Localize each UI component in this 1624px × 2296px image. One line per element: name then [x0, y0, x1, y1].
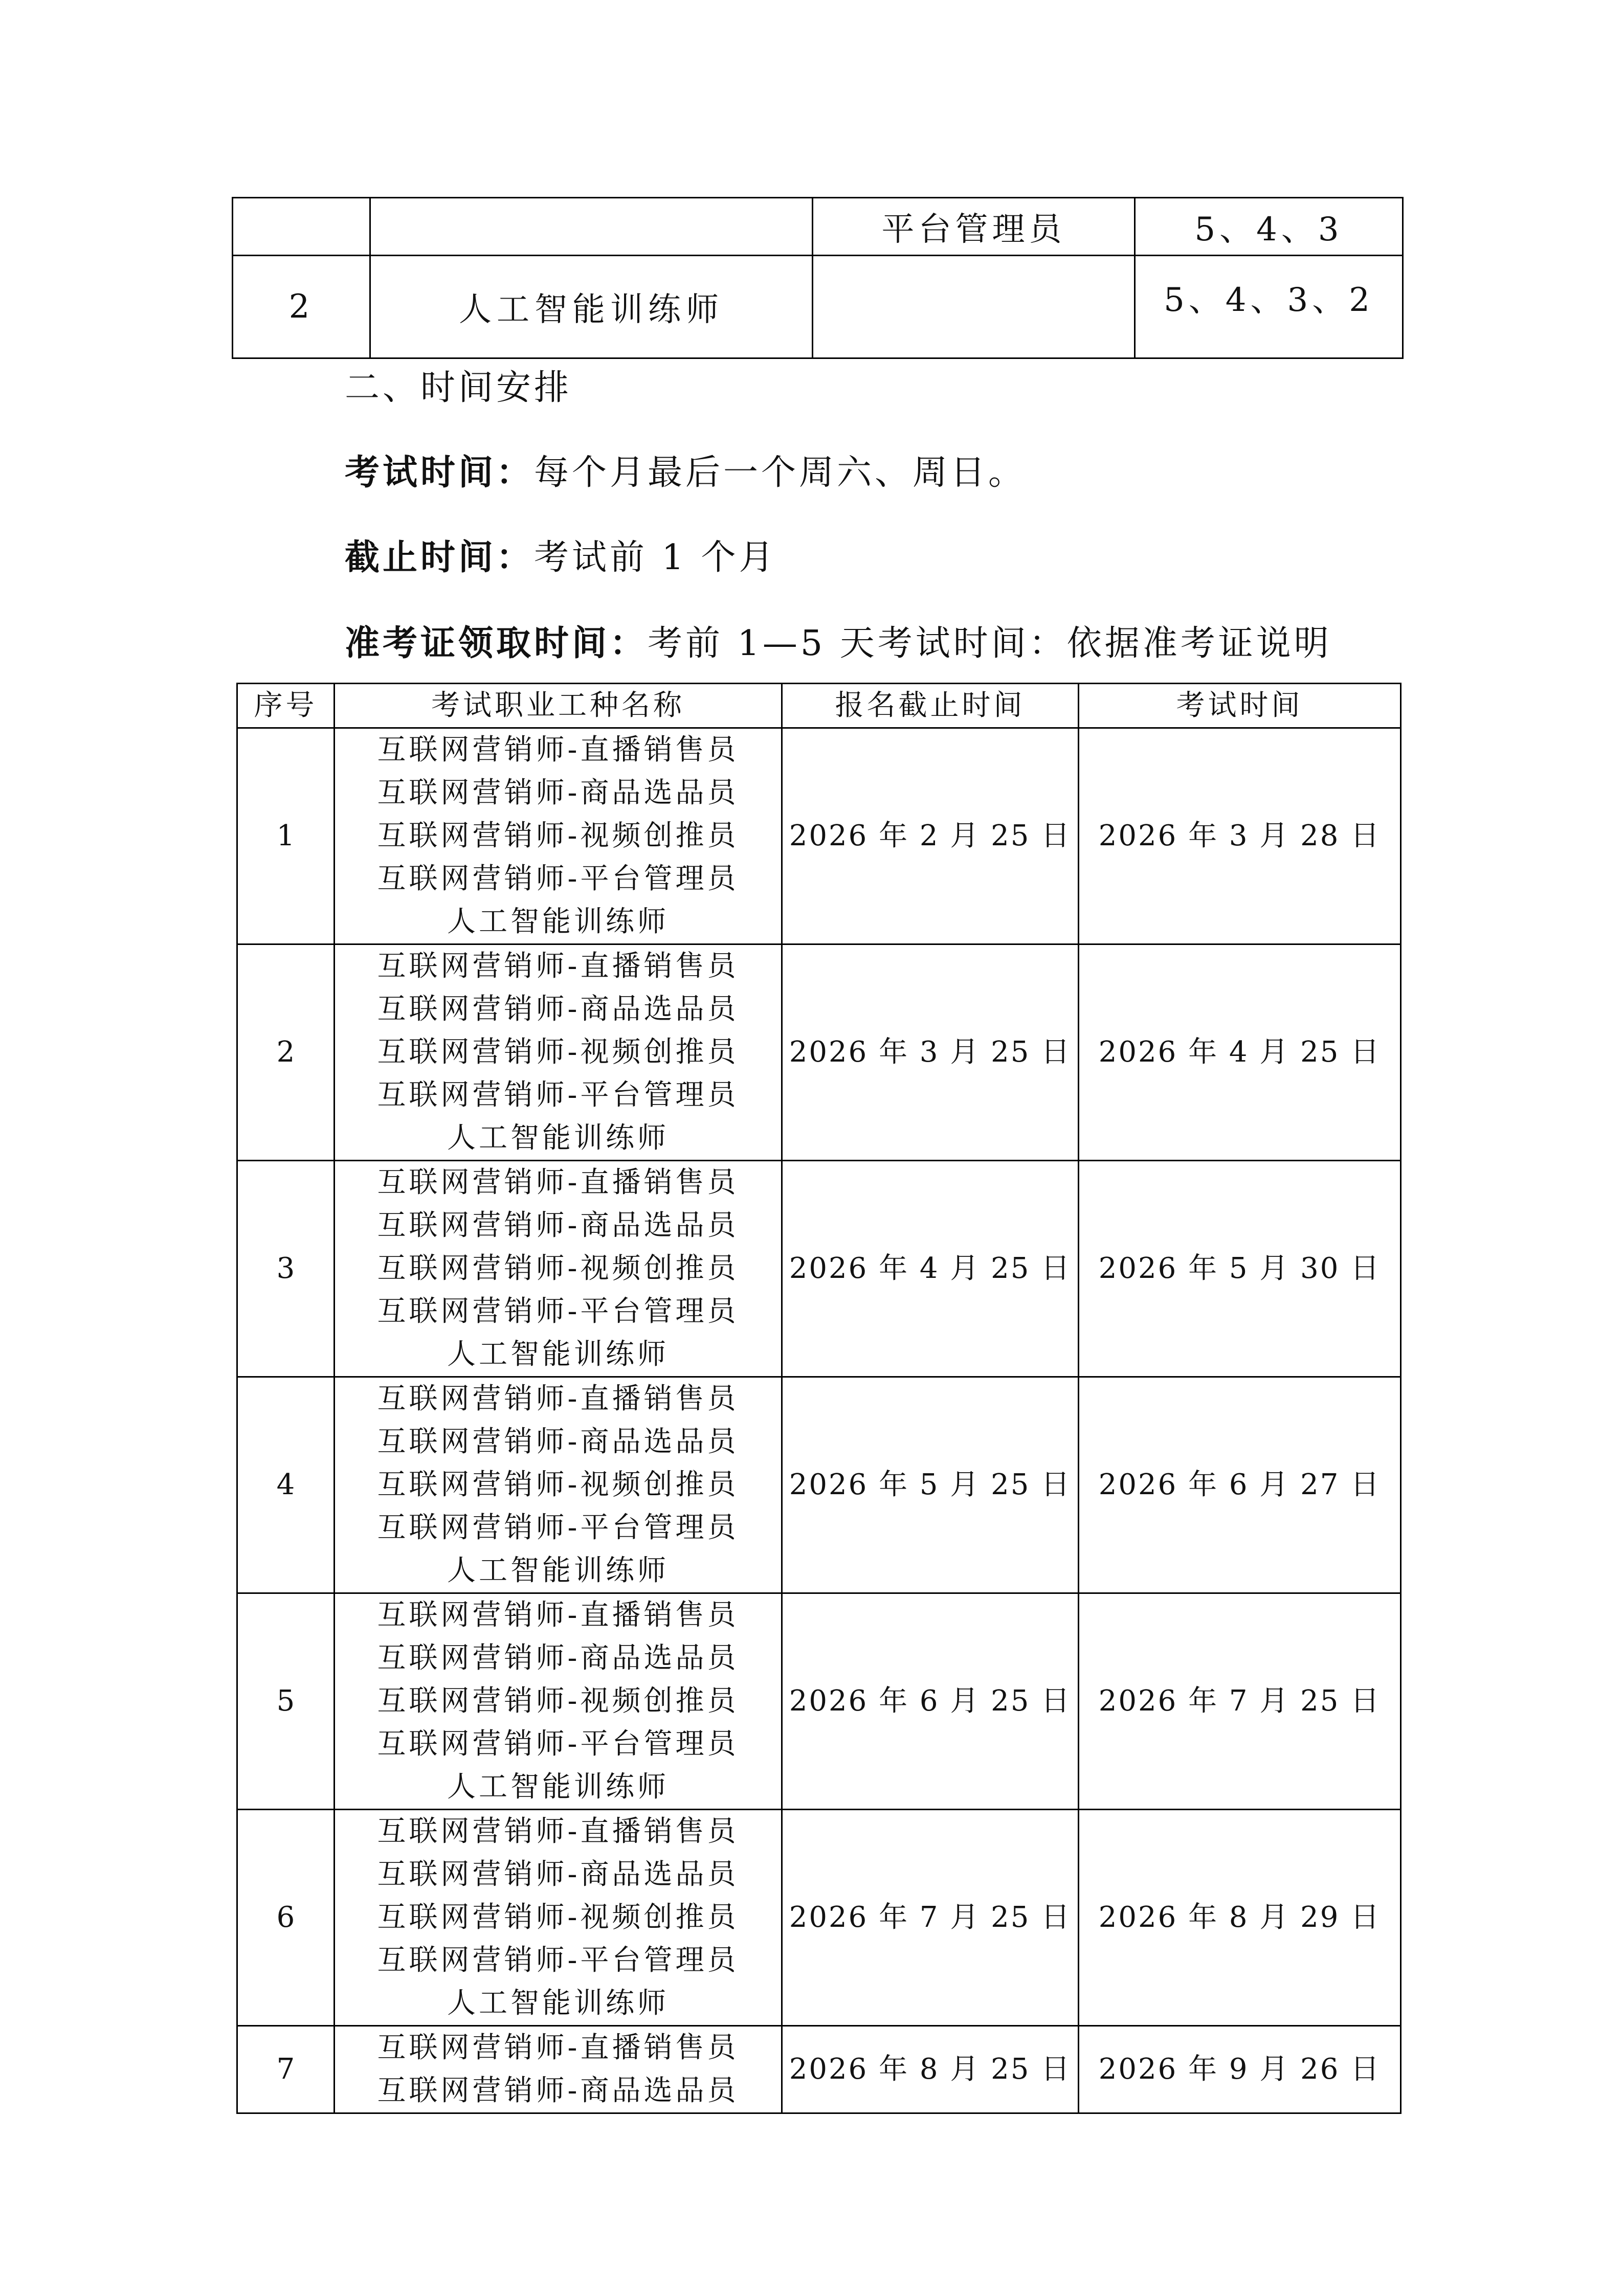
table-header-row	[237, 684, 1401, 728]
registration-deadline: 2026 年 5 月 25 日	[782, 1377, 1079, 1593]
registration-deadline: 2026 年 4 月 25 日	[782, 1161, 1079, 1377]
levels-cell: 5、4、3、2	[1135, 256, 1403, 358]
occupation-item: 互联网营销师-商品选品员	[377, 1858, 739, 1891]
exam-date: 2026 年 7 月 25 日	[1079, 1593, 1401, 1810]
header-deadline: 报名截止时间	[782, 684, 1079, 728]
occupation-item: 互联网营销师-直播销售员	[377, 1599, 739, 1632]
occupation-item: 互联网营销师-商品选品员	[377, 993, 739, 1026]
occupation-list	[335, 728, 782, 944]
occupation-item: 互联网营销师-平台管理员	[377, 1727, 739, 1761]
exam-date: 2026 年 6 月 27 日	[1079, 1377, 1401, 1593]
seq-cell	[233, 198, 370, 256]
exam-date: 2026 年 5 月 30 日	[1079, 1161, 1401, 1377]
admission-line	[345, 616, 1332, 665]
table-row	[237, 2026, 1401, 2113]
exam-date: 2026 年 4 月 25 日	[1079, 944, 1401, 1161]
deadline-line	[345, 530, 777, 579]
registration-deadline: 2026 年 7 月 25 日	[782, 1810, 1079, 2026]
occupation-item: 互联网营销师-视频创推员	[377, 1901, 739, 1934]
exam-date: 2026 年 9 月 26 日	[1079, 2026, 1401, 2113]
row-number: 4	[237, 1377, 335, 1593]
occupation-item: 互联网营销师-视频创推员	[377, 819, 739, 852]
occupation-item: 互联网营销师-平台管理员	[377, 1511, 739, 1544]
table-row	[237, 1161, 1401, 1377]
exam-date: 2026 年 8 月 29 日	[1079, 1810, 1401, 2026]
row-number: 5	[237, 1593, 335, 1810]
occupation-item: 人工智能训练师	[447, 1770, 669, 1804]
occupation-item: 人工智能训练师	[447, 905, 669, 938]
table-row	[237, 944, 1401, 1161]
row-number: 3	[237, 1161, 335, 1377]
occupation-list	[335, 1377, 782, 1593]
occupation-item: 互联网营销师-直播销售员	[377, 1166, 739, 1199]
seq-cell: 2	[233, 256, 370, 358]
exam-schedule-table	[236, 683, 1401, 2114]
occupation-item: 互联网营销师-平台管理员	[377, 1078, 739, 1112]
occupation-item: 互联网营销师-商品选品员	[377, 2074, 739, 2107]
row-number: 7	[237, 2026, 335, 2113]
levels-table-row	[233, 256, 1403, 358]
occupation-item: 人工智能训练师	[447, 1987, 669, 2020]
occupation-item: 互联网营销师-商品选品员	[377, 1425, 739, 1458]
occupation-item: 互联网营销师-视频创推员	[377, 1036, 739, 1069]
header-exam-time: 考试时间	[1079, 684, 1401, 728]
row-number: 2	[237, 944, 335, 1161]
occupation-item: 互联网营销师-视频创推员	[377, 1252, 739, 1285]
registration-deadline: 2026 年 6 月 25 日	[782, 1593, 1079, 1810]
occupation-item: 互联网营销师-直播销售员	[377, 950, 739, 983]
table-row	[237, 1810, 1401, 2026]
registration-deadline: 2026 年 2 月 25 日	[782, 728, 1079, 944]
occupation-item: 互联网营销师-视频创推员	[377, 1468, 739, 1501]
occupation-list	[335, 1810, 782, 2026]
admission-label: 准考证领取时间：	[345, 623, 648, 664]
exam-time-label: 考试时间：	[345, 453, 535, 493]
exam-time-value: 每个月最后一个周六、周日。	[534, 453, 1027, 493]
deadline-label: 截止时间：	[345, 537, 535, 578]
occupation-list	[335, 944, 782, 1161]
occupation-item: 互联网营销师-平台管理员	[377, 1295, 739, 1328]
sub-job-cell	[813, 256, 1135, 358]
occupation-item: 互联网营销师-直播销售员	[377, 1382, 739, 1415]
occupation-item: 人工智能训练师	[447, 1554, 669, 1587]
exam-date: 2026 年 3 月 28 日	[1079, 728, 1401, 944]
exam-time-line	[345, 445, 1026, 494]
occupation-item: 互联网营销师-平台管理员	[377, 862, 739, 895]
occupation-list	[335, 1593, 782, 1810]
registration-deadline: 2026 年 3 月 25 日	[782, 944, 1079, 1161]
table-row	[237, 1593, 1401, 1810]
occupation-item: 互联网营销师-直播销售员	[377, 733, 739, 767]
job-cell: 人工智能训练师	[370, 256, 813, 358]
job-cell	[370, 198, 813, 256]
occupation-item: 互联网营销师-视频创推员	[377, 1684, 739, 1718]
occupation-item: 互联网营销师-商品选品员	[377, 1209, 739, 1242]
occupation-item: 互联网营销师-直播销售员	[377, 1815, 739, 1848]
occupation-item: 互联网营销师-商品选品员	[377, 1641, 739, 1675]
row-number: 6	[237, 1810, 335, 2026]
table-row	[237, 1377, 1401, 1593]
levels-table-row	[233, 198, 1403, 256]
occupation-list	[335, 1161, 782, 1377]
admission-value: 考前 1—5 天考试时间：依据准考证说明	[648, 623, 1332, 664]
occupation-item: 互联网营销师-平台管理员	[377, 1944, 739, 1977]
occupation-item: 人工智能训练师	[447, 1338, 669, 1371]
row-number: 1	[237, 728, 335, 944]
levels-cell: 5、4、3	[1135, 198, 1403, 256]
header-occupation: 考试职业工种名称	[335, 684, 782, 728]
registration-deadline: 2026 年 8 月 25 日	[782, 2026, 1079, 2113]
table-row	[237, 728, 1401, 944]
sub-job-cell: 平台管理员	[813, 198, 1135, 256]
occupation-item: 互联网营销师-商品选品员	[377, 776, 739, 809]
occupation-item: 互联网营销师-直播销售员	[377, 2031, 739, 2064]
deadline-value: 考试前 1 个月	[534, 537, 777, 578]
levels-table	[232, 197, 1404, 359]
section-heading: 二、时间安排	[345, 368, 572, 408]
occupation-item: 人工智能训练师	[447, 1121, 669, 1155]
header-seq: 序号	[237, 684, 335, 728]
occupation-list	[335, 2026, 782, 2113]
